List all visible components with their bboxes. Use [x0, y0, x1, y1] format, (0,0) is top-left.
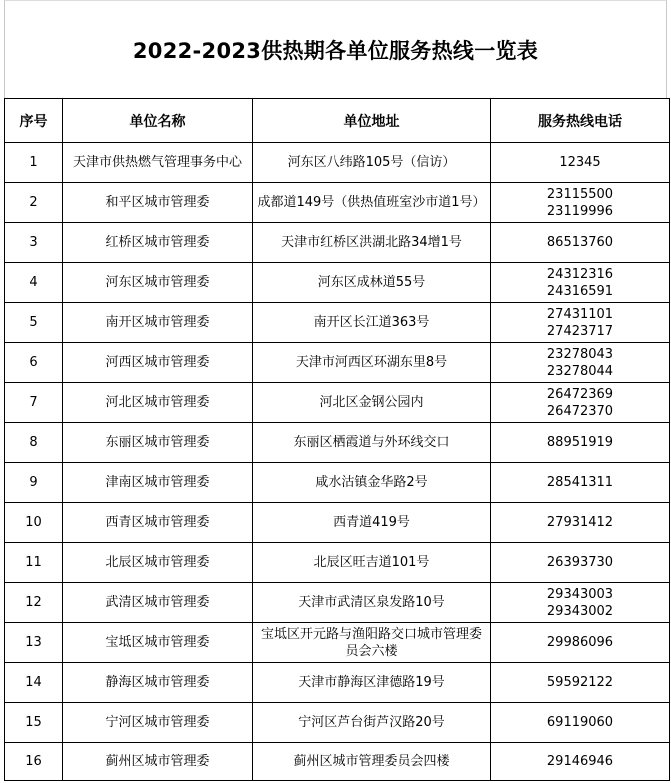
- row-address: 东丽区栖霞道与外环线交口: [253, 423, 491, 463]
- row-address: 南开区长江道363号: [253, 303, 491, 343]
- table-row: [5, 423, 670, 463]
- row-phone: 86513760: [546, 235, 614, 250]
- row-phone: 59592122: [546, 675, 614, 690]
- row-phone-cell: [491, 423, 670, 463]
- title-cell: [4, 0, 667, 98]
- row-address: 河北区金钢公园内: [253, 383, 491, 423]
- row-phone: 26472370: [546, 403, 614, 419]
- row-address: 北辰区旺吉道101号: [253, 543, 491, 583]
- row-phone: 28541311: [546, 475, 614, 490]
- row-phone: 27931412: [546, 515, 614, 530]
- row-index: 5: [5, 303, 63, 343]
- row-index: 8: [5, 423, 63, 463]
- row-phone-cell: [491, 463, 670, 503]
- row-unit-name: 天津市供热燃气管理事务中心: [63, 143, 253, 183]
- row-unit-name: 河东区城市管理委: [63, 263, 253, 303]
- table-row: [5, 343, 670, 383]
- table-row: [5, 503, 670, 543]
- row-phone-cell: [491, 303, 670, 343]
- row-index: 14: [5, 663, 63, 703]
- row-index: 9: [5, 463, 63, 503]
- row-address: 天津市红桥区洪湖北路34增1号: [253, 223, 491, 263]
- row-index: 11: [5, 543, 63, 583]
- row-unit-name: 宁河区城市管理委: [63, 703, 253, 743]
- row-phone-cell: [491, 743, 670, 781]
- row-phone-cell: [491, 183, 670, 223]
- row-phone-cell: [491, 543, 670, 583]
- row-unit-name: 津南区城市管理委: [63, 463, 253, 503]
- row-unit-name: 北辰区城市管理委: [63, 543, 253, 583]
- row-phone: 29146946: [546, 754, 614, 769]
- row-address: 咸水沽镇金华路2号: [253, 463, 491, 503]
- row-address: 宝坻区开元路与渔阳路交口城市管理委员会六楼: [253, 623, 491, 663]
- row-phone: 23115500: [546, 186, 614, 202]
- row-unit-name: 静海区城市管理委: [63, 663, 253, 703]
- table-row: [5, 263, 670, 303]
- row-phone: 24312316: [546, 266, 614, 282]
- row-unit-name: 西青区城市管理委: [63, 503, 253, 543]
- row-index: 2: [5, 183, 63, 223]
- row-phone: 26393730: [546, 555, 614, 570]
- table-row: [5, 143, 670, 183]
- row-phone: 23278043: [546, 346, 614, 362]
- header-unit: 单位名称: [63, 99, 253, 143]
- row-index: 12: [5, 583, 63, 623]
- row-index: 7: [5, 383, 63, 423]
- row-phone-cell: [491, 503, 670, 543]
- row-phone: 23119996: [546, 203, 614, 219]
- row-phone: 27431101: [546, 306, 614, 322]
- row-index: 16: [5, 743, 63, 781]
- header-row: [5, 99, 670, 143]
- row-address: 蓟州区城市管理委员会四楼: [253, 743, 491, 781]
- table-row: [5, 543, 670, 583]
- row-address: 天津市静海区津德路19号: [253, 663, 491, 703]
- row-phone: 24316591: [546, 283, 614, 299]
- row-unit-name: 和平区城市管理委: [63, 183, 253, 223]
- row-address: 河东区八纬路105号（信访）: [253, 143, 491, 183]
- row-phone: 69119060: [546, 715, 614, 730]
- row-unit-name: 南开区城市管理委: [63, 303, 253, 343]
- row-address: 天津市武清区泉发路10号: [253, 583, 491, 623]
- page-title: 2022-2023供热期各单位服务热线一览表: [132, 38, 539, 63]
- row-address: 天津市河西区环湖东里8号: [253, 343, 491, 383]
- row-phone-cell: [491, 263, 670, 303]
- row-phone: 23278044: [546, 363, 614, 379]
- row-phone: 29343003: [546, 586, 614, 602]
- header-phone: 服务热线电话: [491, 99, 670, 143]
- row-phone-cell: [491, 663, 670, 703]
- row-phone: 27423717: [546, 323, 614, 339]
- table-row: [5, 743, 670, 781]
- row-phone: 12345: [559, 155, 601, 170]
- row-phone-cell: [491, 343, 670, 383]
- row-address: 宁河区芦台街芦汉路20号: [253, 703, 491, 743]
- row-phone: 29986096: [546, 635, 614, 650]
- row-phone-cell: [491, 583, 670, 623]
- table-row: [5, 623, 670, 663]
- row-phone-cell: [491, 703, 670, 743]
- row-unit-name: 红桥区城市管理委: [63, 223, 253, 263]
- header-address: 单位地址: [253, 99, 491, 143]
- table-row: [5, 703, 670, 743]
- row-index: 10: [5, 503, 63, 543]
- hotline-table: [4, 98, 670, 781]
- row-phone-cell: [491, 623, 670, 663]
- row-index: 1: [5, 143, 63, 183]
- row-index: 6: [5, 343, 63, 383]
- row-index: 13: [5, 623, 63, 663]
- row-index: 3: [5, 223, 63, 263]
- row-unit-name: 武清区城市管理委: [63, 583, 253, 623]
- table-row: [5, 463, 670, 503]
- row-unit-name: 河西区城市管理委: [63, 343, 253, 383]
- row-phone-cell: [491, 383, 670, 423]
- row-index: 4: [5, 263, 63, 303]
- table-row: [5, 383, 670, 423]
- row-phone: 88951919: [546, 435, 614, 450]
- row-unit-name: 河北区城市管理委: [63, 383, 253, 423]
- table-row: [5, 583, 670, 623]
- row-unit-name: 东丽区城市管理委: [63, 423, 253, 463]
- row-phone: 29343002: [546, 603, 614, 619]
- row-address: 河东区成林道55号: [253, 263, 491, 303]
- row-phone: 26472369: [546, 386, 614, 402]
- table-row: [5, 303, 670, 343]
- row-address: 成都道149号（供热值班室沙市道1号）: [253, 183, 491, 223]
- table-row: [5, 183, 670, 223]
- row-phone-cell: [491, 143, 670, 183]
- row-address: 西青道419号: [253, 503, 491, 543]
- table-row: [5, 663, 670, 703]
- table-row: [5, 223, 670, 263]
- row-unit-name: 蓟州区城市管理委: [63, 743, 253, 781]
- row-unit-name: 宝坻区城市管理委: [63, 623, 253, 663]
- row-phone-cell: [491, 223, 670, 263]
- header-index: 序号: [5, 99, 63, 143]
- row-index: 15: [5, 703, 63, 743]
